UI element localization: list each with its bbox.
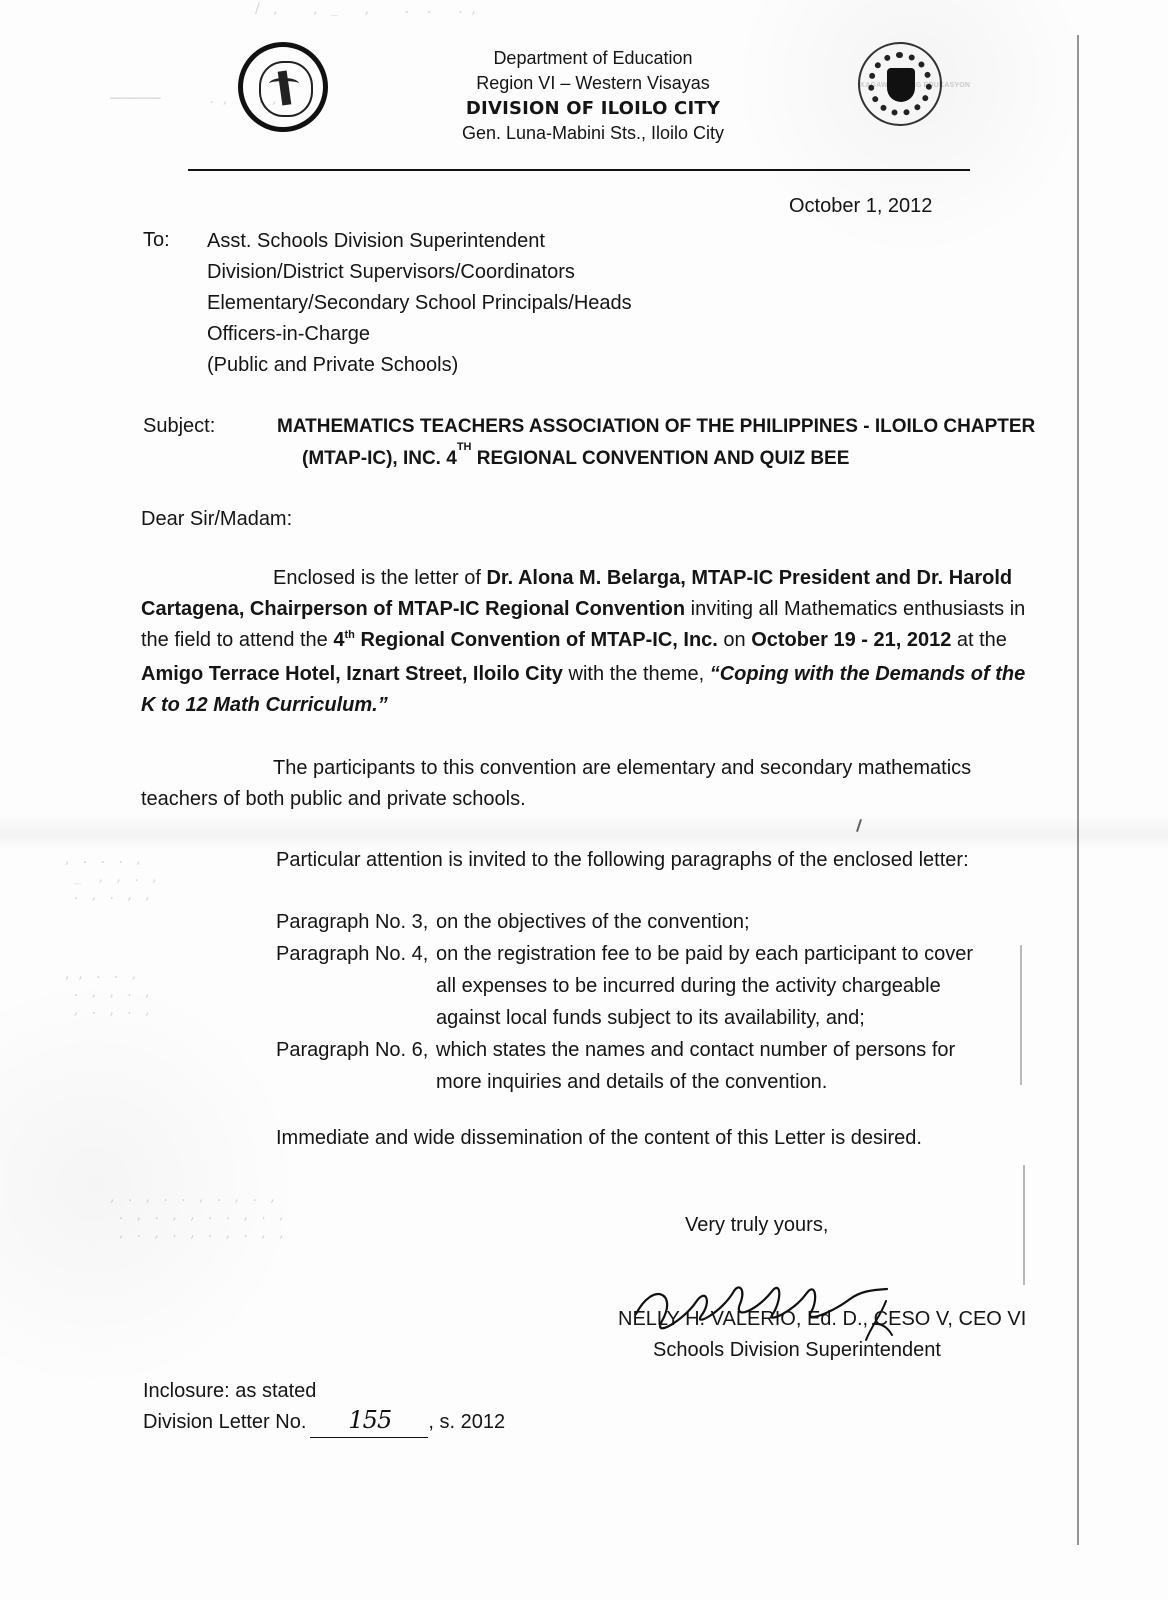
subject-line-1: MATHEMATICS TEACHERS ASSOCIATION OF THE PHILIPPINES - ILOILO CHAPTER <box>277 416 1036 437</box>
paragraph-reference-item <box>276 1034 1036 1098</box>
subject-label: Subject: <box>143 415 216 437</box>
paragraph-reference-label: Paragraph No. 6, <box>276 1039 429 1061</box>
bleed-through-text: , . . . , _ , , . , . , . , , <box>65 851 157 903</box>
division-letter-number: 155 <box>348 1406 392 1434</box>
division-letter-line <box>143 1407 505 1438</box>
signatory-name: NELLY H. VALERIO, Ed. D., CESO V, CEO VI <box>618 1308 1027 1330</box>
recipient-list <box>207 226 767 381</box>
paragraph-1-segment: with the theme, <box>562 663 710 685</box>
seal-text: KAGAWARAN NG EDUKASYON <box>860 82 971 89</box>
paragraph-1-segment: at the <box>951 629 1007 651</box>
paragraph-reference-item <box>276 938 1036 1034</box>
paragraph-1-segment: inviting all Mathematics enthusiasts in the field to attend the <box>141 598 1026 651</box>
paragraph-4: Immediate and wide dissemination of the content of this Letter is desired. <box>276 1127 922 1149</box>
recipient-line: Elementary/Secondary School Principals/Heads <box>207 292 632 314</box>
closing: Very truly yours, <box>685 1214 829 1236</box>
paragraph-1-segment: on <box>717 629 752 651</box>
bleed-through-text: / , , _ , . . . , <box>255 1 476 17</box>
paragraph-reference-label: Paragraph No. 4, <box>276 943 429 965</box>
bleed-through-text: , , . . , . , , . , , . , . , <box>65 966 150 1018</box>
paragraph-1 <box>141 563 1026 721</box>
division-letter-series: , s. 2012 <box>428 1411 506 1433</box>
division-letter-label: Division Letter No. <box>143 1411 307 1433</box>
subject-line-2-rest: REGIONAL CONVENTION AND QUIZ BEE <box>471 448 850 469</box>
signatory-title: Schools Division Superintendent <box>653 1339 941 1361</box>
department-name: Department of Education <box>493 48 693 68</box>
subject-line-2-text: (MTAP-IC), INC. 4 <box>302 448 457 469</box>
bleed-through-text: ────── . , , . , <box>110 91 277 107</box>
scan-margin-mark <box>1023 1165 1025 1285</box>
salutation: Dear Sir/Madam: <box>141 508 293 530</box>
recipient-line: Asst. Schools Division Superintendent <box>207 230 545 252</box>
bleed-through-text: , . , . . , . , . , . , . , , . . , . , , . , . , . , . , , <box>110 1189 284 1241</box>
recipient-line: (Public and Private Schools) <box>207 354 459 376</box>
paragraph-reference-text: on the objectives of the convention; <box>436 911 750 933</box>
paragraph-reference-continuation: all expenses to be incurred during the activity chargeable <box>436 975 941 997</box>
ordinal-superscript: th <box>344 629 355 641</box>
paragraph-1-number: 4 <box>333 629 345 651</box>
deped-seal-logo <box>858 42 971 126</box>
paragraph-1-bold-names: Dr. Alona M. Belarga, MTAP-IC President and Dr. Harold Cartagena, Chairperson of MTAP-IC Regional Convention <box>141 567 1013 620</box>
paragraph-1-bold-date: October 19 - 21, 2012 <box>751 629 952 651</box>
paragraph-reference-continuation: against local funds subject to its availability, and; <box>436 1007 865 1029</box>
recipient-line: Officers-in-Charge <box>207 323 371 345</box>
paragraph-3: Particular attention is invited to the following paragraphs of the enclosed letter: <box>276 849 969 871</box>
paragraph-reference-continuation: more inquiries and details of the convention. <box>436 1071 828 1093</box>
header-divider <box>188 169 970 171</box>
division-name: DIVISION OF ILOILO CITY <box>465 98 721 119</box>
enclosure-block <box>143 1376 505 1438</box>
division-letter-blank <box>310 1406 428 1438</box>
paragraph-reference-text: on the registration fee to be paid by each participant to cover <box>436 943 974 965</box>
paragraph-1-segment: Enclosed is the letter of <box>273 567 487 589</box>
paragraph-1-theme: “Coping with the Demands of the K to 12 Math Curriculum.” <box>141 663 1026 716</box>
paragraph-1-bold-event: Regional Convention of MTAP-IC, Inc. <box>354 629 718 651</box>
paragraph-2 <box>141 753 1011 815</box>
paragraph-2-text: The participants to this convention are elementary and secondary mathematics teachers of both public and private schools. <box>141 757 972 810</box>
scan-edge-line <box>1077 35 1079 1545</box>
paragraph-reference-label: Paragraph No. 3, <box>276 911 429 933</box>
paragraph-reference-text: which states the names and contact number of persons for <box>436 1039 956 1061</box>
stray-scan-mark <box>856 819 862 832</box>
letter-date: October 1, 2012 <box>789 195 933 217</box>
recipient-line: Division/District Supervisors/Coordinators <box>207 261 575 283</box>
letterhead <box>408 46 778 146</box>
subject-text <box>277 411 1037 475</box>
region-name: Region VI – Western Visayas <box>476 73 710 93</box>
seal-emblem-icon <box>259 61 313 117</box>
address: Gen. Luna-Mabini Sts., Iloilo City <box>461 123 725 143</box>
to-label: To: <box>143 229 170 251</box>
ordinal-superscript: TH <box>456 440 472 453</box>
paragraph-reference-item <box>276 906 1036 938</box>
paragraph-1-bold-venue: Amigo Terrace Hotel, Iznart Street, Iloilo City <box>141 663 563 685</box>
subject-line-2 <box>277 440 1037 475</box>
paragraph-reference-list <box>276 906 1036 1098</box>
enclosure-text: Inclosure: as stated <box>143 1380 317 1402</box>
division-seal-logo <box>238 42 328 132</box>
